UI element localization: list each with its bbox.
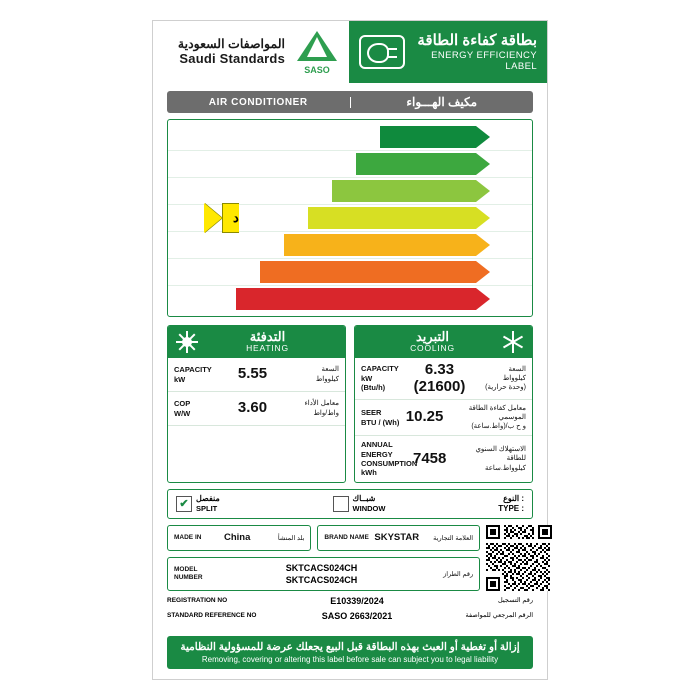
cooling-panel-title xyxy=(355,326,532,358)
model-key-ar: رقم الطراز xyxy=(443,570,474,578)
cooling-capacity-key-ar xyxy=(466,365,526,392)
standard-reference-row xyxy=(167,611,533,621)
origin-brand-column xyxy=(167,525,480,591)
label-header xyxy=(153,21,547,83)
heating-panel xyxy=(167,325,346,483)
cooling-capacity-kw: 6.33 xyxy=(424,361,455,378)
selected-grade-marker xyxy=(204,203,239,233)
energy-label-title-bar xyxy=(349,21,547,83)
grade-letter-1: أ xyxy=(508,129,514,146)
cooling-capacity-key-ar-line1: السعة xyxy=(508,365,526,373)
brand-key-ar: العلامة التجارية xyxy=(433,534,474,542)
saso-branding xyxy=(153,21,349,83)
model-number-box xyxy=(167,557,480,591)
efficiency-grade-scale xyxy=(167,119,533,317)
cooling-annual-key-ar-line2: للطاقة xyxy=(506,455,526,463)
saso-name-ar: المواصفات السعودية xyxy=(177,37,285,52)
cooling-seer-key-line2: BTU / (Wh) xyxy=(361,417,400,427)
type-label xyxy=(498,494,524,513)
cooling-seer-key-en xyxy=(361,408,406,427)
cooling-capacity-key-line2: kW xyxy=(361,373,373,383)
grade-arrow-3 xyxy=(332,180,490,202)
heating-cop-key-line2: W/W xyxy=(174,408,191,418)
cooling-annual-energy-row xyxy=(355,436,532,482)
heating-capacity-key-ar xyxy=(279,365,339,383)
split-label xyxy=(196,494,220,513)
cooling-capacity-key-line3: (Btu/h) xyxy=(361,383,386,393)
unit-type-row xyxy=(167,489,533,519)
grade-arrow-1 xyxy=(380,126,490,148)
heating-cop-key-ar xyxy=(279,399,339,417)
grade-arrow-6 xyxy=(260,261,490,283)
window-label-ar: شبــاك xyxy=(352,494,376,504)
grade-letter-3: ج xyxy=(506,183,516,200)
energy-label-icon xyxy=(359,35,405,69)
type-label-ar: النوع : xyxy=(503,494,525,504)
made-in-key-ar: بلد المنشأ xyxy=(277,534,305,542)
registration-row xyxy=(167,596,533,606)
saso-logo-label: SASO xyxy=(304,65,330,75)
snowflake-icon xyxy=(502,331,524,353)
cooling-capacity-key-ar-line2: كيلوواط xyxy=(502,374,526,382)
registration-key-ar: رقم التسجيل xyxy=(497,596,533,604)
selected-grade-letter: د xyxy=(233,210,239,225)
saso-triangle-inner-shape xyxy=(307,37,327,57)
heating-capacity-key-ar-line2: كيلوواط xyxy=(315,375,339,383)
cooling-title-text xyxy=(363,330,502,354)
made-in-value: China xyxy=(224,532,251,544)
saso-logo-icon xyxy=(291,29,343,75)
heating-cop-value: 3.60 xyxy=(237,399,268,417)
cooling-annual-key-line2: CONSUMPTION xyxy=(361,459,418,469)
grade-letter-6: و xyxy=(507,264,515,281)
heating-title-en: HEATING xyxy=(246,343,289,354)
heating-cop-key-ar-line2: واط/واط xyxy=(313,409,339,417)
heating-title-ar: التدفئة xyxy=(249,329,286,345)
registration-key-en: REGISTRATION NO xyxy=(167,597,228,605)
cooling-capacity-value xyxy=(413,362,466,395)
grade-row-5 xyxy=(168,232,532,259)
selected-grade-arrow-tip xyxy=(204,203,222,233)
made-in-box xyxy=(167,525,311,551)
energy-label-title-en: ENERGY EFFICIENCY LABEL xyxy=(431,49,537,72)
cooling-seer-value: 10.25 xyxy=(405,408,444,426)
made-in-key-en: MADE IN xyxy=(174,533,202,541)
legal-warning-en: Removing, covering or altering this label before sale can subject you to legal liability xyxy=(201,655,499,664)
brand-box xyxy=(317,525,480,551)
registration-value: E10339/2024 xyxy=(330,595,384,606)
standard-reference-key-ar: الرقم المرجعي للمواصفة xyxy=(465,611,533,619)
cooling-annual-key-line1: ANNUAL ENERGY xyxy=(361,440,393,459)
cooling-capacity-key-ar-line3: (وحدة حرارية) xyxy=(485,384,526,392)
performance-panels xyxy=(167,325,533,483)
heating-spacer xyxy=(168,426,345,460)
heating-capacity-row xyxy=(168,358,345,392)
heating-cop-key-line1: COP xyxy=(174,399,191,409)
qr-code[interactable] xyxy=(486,525,552,591)
legal-warning-ar: إزالة أو تغطية أو العبث بهذه البطاقة قبل البيع يجعلك عرضة للمسؤولية النظامية xyxy=(180,641,520,653)
grade-letter-4: د xyxy=(507,210,515,227)
energy-label-card xyxy=(152,20,548,680)
energy-label-title-ar: بطاقة كفاءة الطاقة xyxy=(417,31,537,49)
cooling-annual-key-ar-line1: الاستهلاك السنوي xyxy=(475,446,526,454)
grade-arrow-4 xyxy=(308,207,490,229)
heating-capacity-key-line2: kW xyxy=(174,374,186,384)
product-type-en: AIR CONDITIONER xyxy=(167,97,351,108)
cooling-title-ar: التبريد xyxy=(415,329,450,345)
brand-key-en: BRAND NAME xyxy=(324,533,369,541)
selected-grade-body xyxy=(222,203,239,233)
saso-text xyxy=(178,37,285,66)
sun-core xyxy=(182,337,192,347)
window-label xyxy=(353,494,386,513)
heating-capacity-value: 5.55 xyxy=(237,365,268,383)
type-label-en: TYPE : xyxy=(498,503,525,513)
cooling-seer-key-ar xyxy=(443,404,526,431)
grade-letter-5: هـ xyxy=(504,237,518,254)
heating-cop-key-ar-line1: معامل الأداء xyxy=(304,400,339,408)
cooling-annual-key-ar-line3: كيلوواط.ساعة xyxy=(484,464,526,472)
grade-arrow-2 xyxy=(356,153,490,175)
heating-cop-row xyxy=(168,392,345,426)
grade-row-4 xyxy=(168,205,532,232)
heating-title-text xyxy=(198,330,337,354)
cooling-capacity-row xyxy=(355,358,532,400)
model-values xyxy=(224,562,419,586)
model-value-2: SKTCACS024CH xyxy=(285,574,358,585)
cooling-title-en: COOLING xyxy=(410,343,455,354)
split-checkbox[interactable]: ✔ xyxy=(176,496,192,512)
cooling-capacity-btu: (21600) xyxy=(413,377,466,395)
model-value-1: SKTCACS024CH xyxy=(285,562,358,573)
grade-arrow-5 xyxy=(284,234,490,256)
cooling-annual-key-line3: kWh xyxy=(361,468,377,478)
cooling-annual-value: 7458 xyxy=(413,449,447,467)
brand-value: SKYSTAR xyxy=(374,532,420,544)
window-checkbox[interactable] xyxy=(333,496,349,512)
legal-warning-footer xyxy=(167,636,533,669)
grade-arrow-7 xyxy=(236,288,490,310)
product-type-ar: مكيف الهـــواء xyxy=(406,95,478,109)
cooling-seer-key-ar-line1: معامل كفاءة الطاقة الموسمي xyxy=(468,405,526,422)
cooling-seer-key-ar-line2: و ح ب/(واط.ساعة) xyxy=(471,423,526,431)
energy-label-title xyxy=(405,32,537,73)
cooling-capacity-key-en xyxy=(361,364,413,392)
origin-brand-boxes xyxy=(167,525,480,551)
grade-row-7 xyxy=(168,286,532,312)
grade-row-6 xyxy=(168,259,532,286)
heating-capacity-key-en xyxy=(174,365,226,384)
standard-reference-value: SASO 2663/2021 xyxy=(321,610,393,621)
sun-icon xyxy=(176,331,198,353)
heating-capacity-key-ar-line1: السعة xyxy=(321,366,339,374)
standard-reference-key-en: STANDARD REFERENCE NO xyxy=(167,612,257,620)
product-type-bar xyxy=(167,91,533,113)
heating-capacity-key-line1: CAPACITY xyxy=(174,365,212,375)
window-label-en: WINDOW xyxy=(352,504,386,514)
origin-brand-row xyxy=(167,525,533,591)
cooling-panel xyxy=(354,325,533,483)
grade-letter-7: ز xyxy=(507,291,515,308)
grade-row-2 xyxy=(168,151,532,178)
cooling-seer-key-line1: SEER xyxy=(361,408,382,418)
split-label-en: SPLIT xyxy=(196,504,218,514)
grade-letter-2: ب xyxy=(503,156,519,173)
grade-row-3 xyxy=(168,178,532,205)
grade-row-1 xyxy=(168,124,532,151)
cooling-capacity-key-line1: CAPACITY xyxy=(361,364,399,374)
cooling-annual-key-ar xyxy=(446,445,526,472)
cooling-annual-key-en xyxy=(361,440,418,478)
split-label-ar: منفصل xyxy=(196,494,220,504)
model-key-en: MODEL NUMBER xyxy=(174,565,203,581)
heating-cop-key-en xyxy=(174,399,226,418)
saso-name-en: Saudi Standards xyxy=(179,50,285,66)
cooling-seer-row xyxy=(355,400,532,436)
heating-panel-title xyxy=(168,326,345,358)
